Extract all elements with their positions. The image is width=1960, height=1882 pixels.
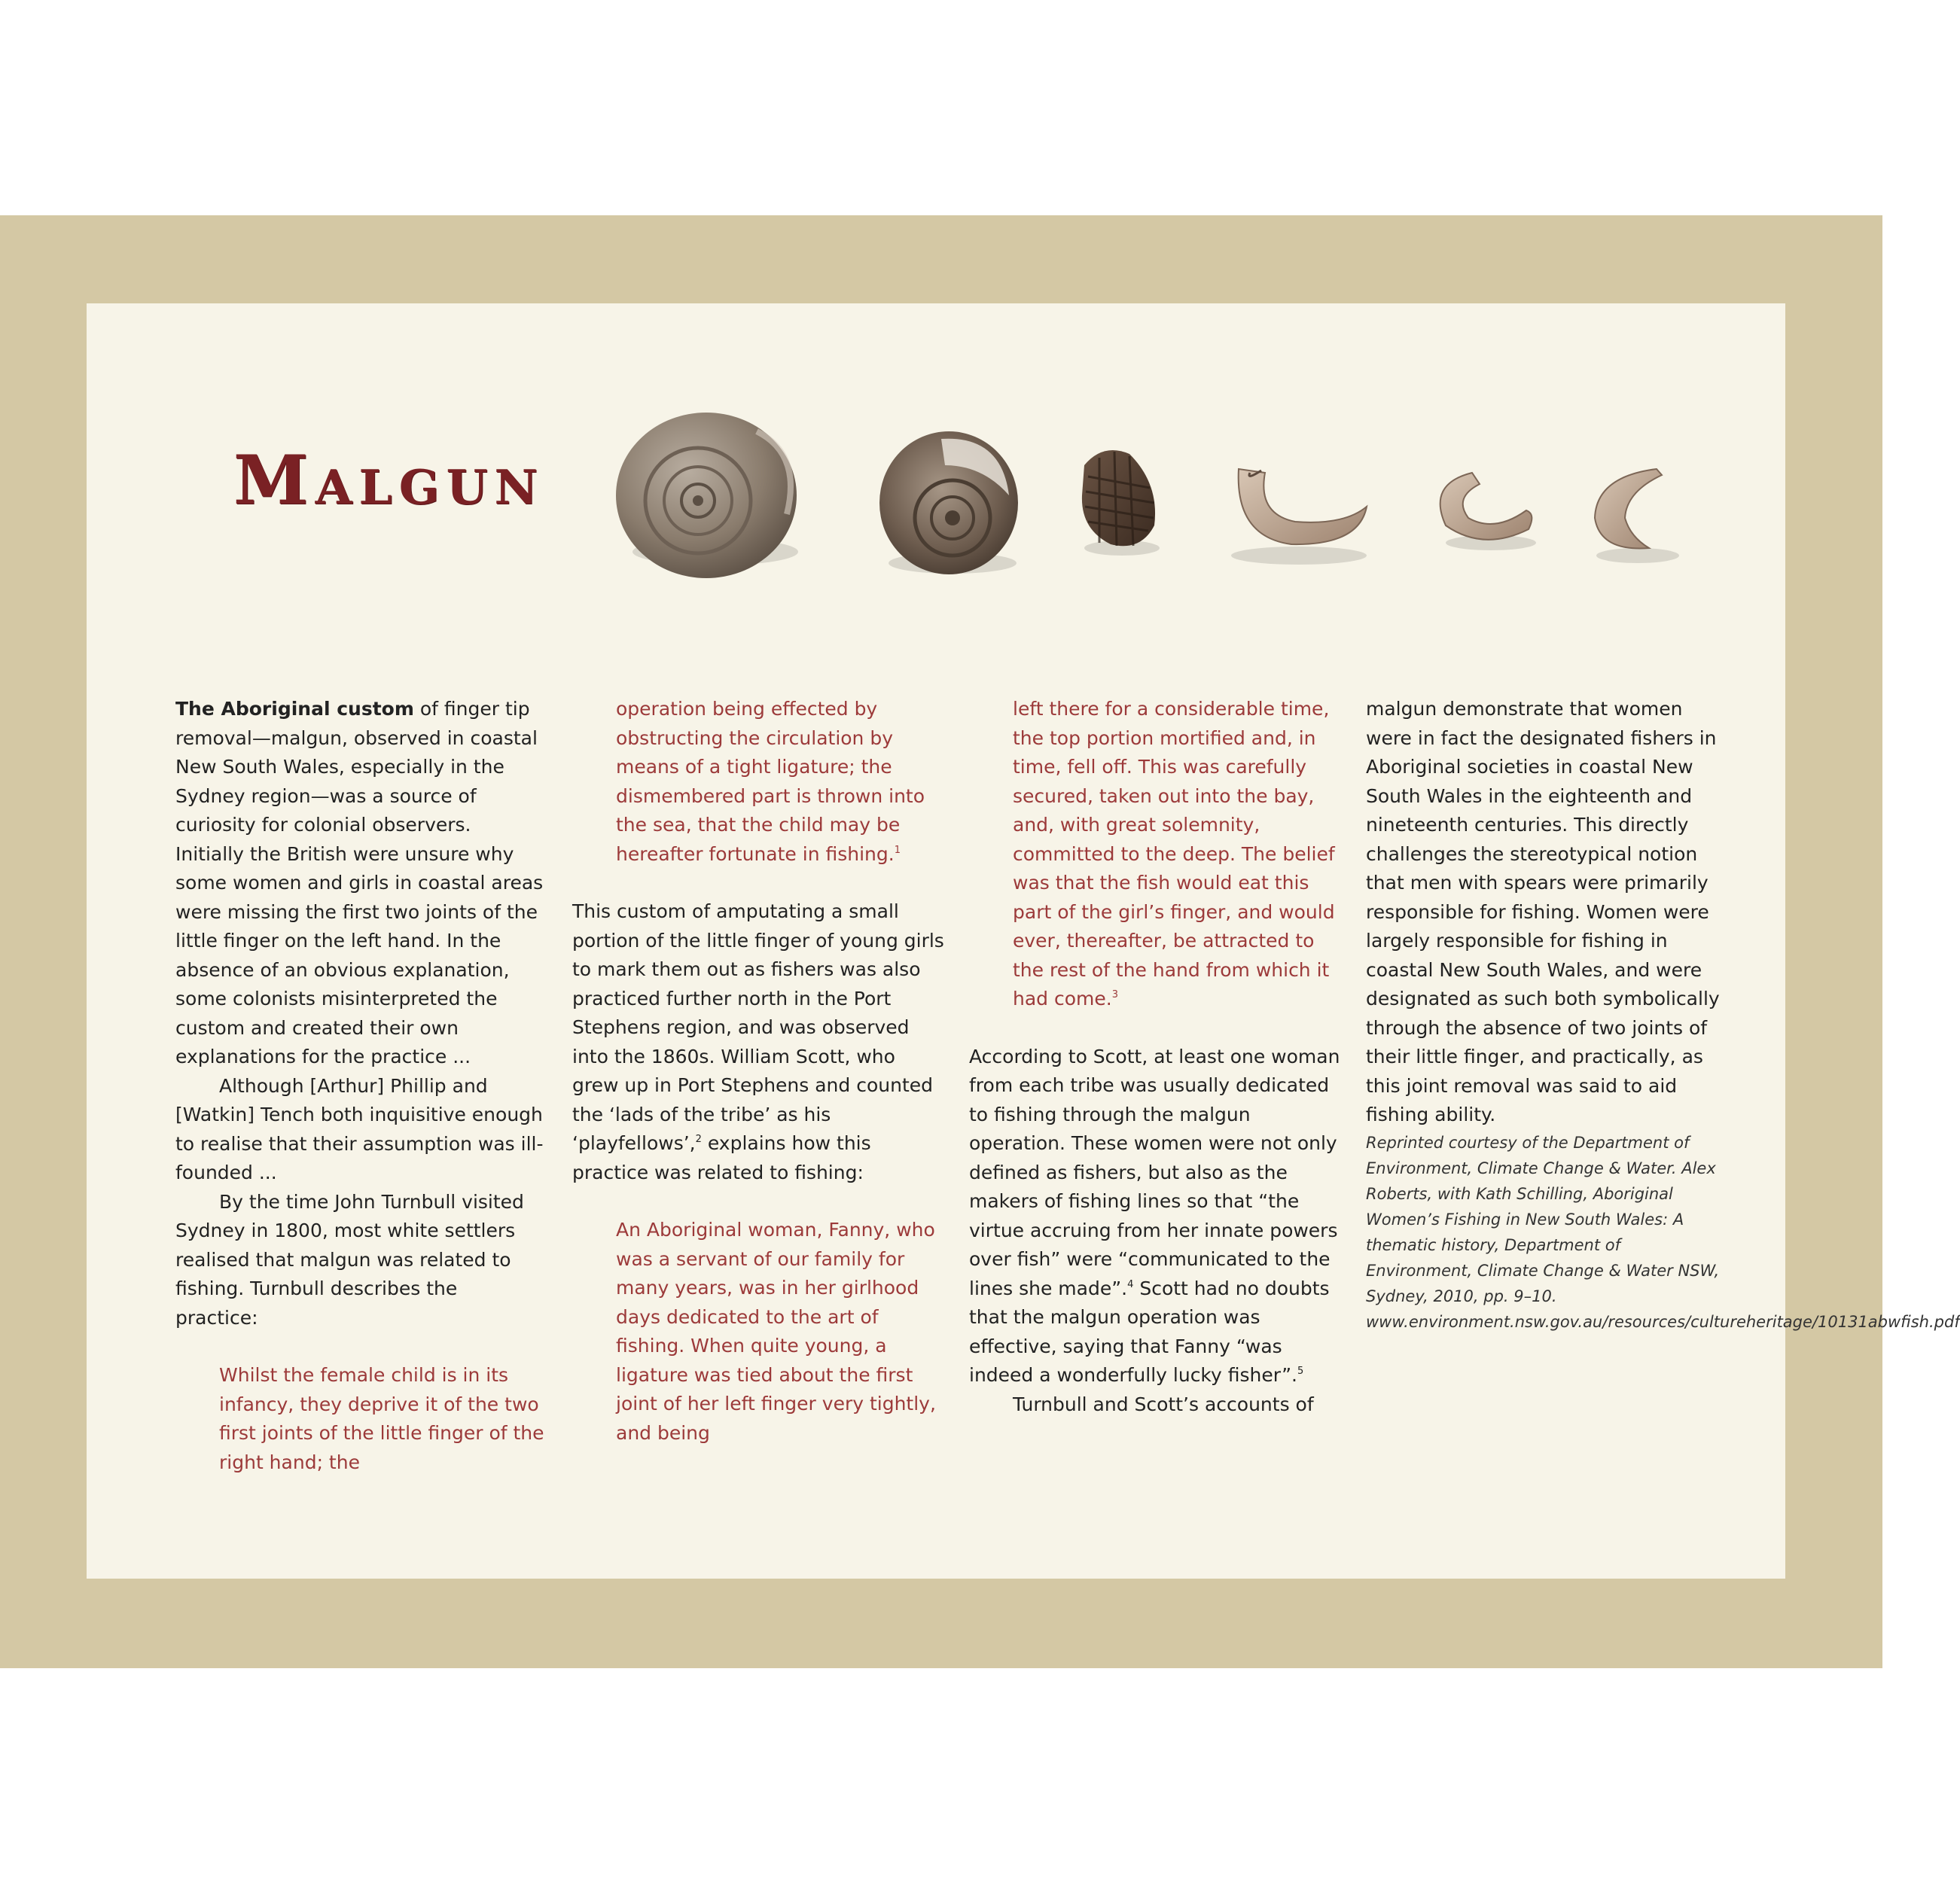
paragraph: Turnbull and Scott’s accounts of bbox=[1013, 1393, 1314, 1415]
shell-fish-hook-medium-icon bbox=[1440, 473, 1536, 550]
intro-text: of finger tip removal—malgun, observed in coastal New South Wales, especially in the Sydney region—was a source of curiosity for colonial observers. Initially the British were unsure why some women and girls in coastal areas were missing the first two joints of the little finger on the left hand. In the absence of an obvious explanation, some colonists misinterpreted the custom and created their own explanations for the practice ... bbox=[175, 698, 544, 1067]
text-column-3 bbox=[969, 695, 1342, 1419]
page-title: Malgun bbox=[233, 440, 545, 520]
paragraph: Although [Arthur] Phillip and [Watkin] Tench both inquisitive enough to realise that their assumption was ill-founded ... bbox=[175, 1074, 544, 1183]
quote-turnbull: Whilst the female child is in its infancy, they deprive it of the two first joints of the little finger of the right hand; the bbox=[219, 1364, 544, 1473]
paragraph: This custom of amputating a small portion of the little finger of young girls to mark them out as fishers was also practiced further north in the Port Stephens region, and was observed into the 1860s. William Scott, who grew up in Port Stephens and counted the ‘lads of the tribe’ as his ‘playfellows’,$^2$ explains how this practice was related to fishing: bbox=[572, 900, 944, 1183]
shell-fish-hook-large-icon bbox=[1231, 469, 1367, 565]
woven-shell-fragment-icon bbox=[1082, 450, 1160, 556]
footnote-marker: 5 bbox=[1297, 1366, 1304, 1377]
quote-turnbull-continued: operation being effected by obstructing the circulation by means of a tight ligature; the dismembered part is thrown into the sea, that the child may be hereafter fortunate in fishing.$^1$ bbox=[616, 698, 925, 865]
intro-paragraph bbox=[175, 695, 544, 1072]
quote-scott: An Aboriginal woman, Fanny, who was a servant of our family for many years, was in her girlhood days dedicated to the art of fishing. When quite young, a ligature was tied about the first joint of her left finger very tightly, and being bbox=[616, 1219, 936, 1444]
paragraph: By the time John Turnbull visited Sydney in 1800, most white settlers realised that malgun was related to fishing. Turnbull describes the practice: bbox=[175, 1190, 524, 1329]
footnote-marker: 4 bbox=[1127, 1278, 1134, 1290]
reprint-credit: Reprinted courtesy of the Department of Environment, Climate Change & Water. Alex Roberts, with Kath Schilling, Aboriginal Women’s Fishing in New South Wales: A thematic history, Department of Environment, Climate Change & Water NSW, Sydney, 2010, pp. 9–10. www.environment.nsw.gov.au/resources/cultureheritage/10131abwfish.pdf bbox=[1366, 1133, 1960, 1331]
quote-scott-continued: left there for a considerable time, the top portion mortified and, in time, fell off. This was carefully secured, taken out into the bay, and, with great solemnity, committed to the deep. The belief was that the fish would eat this part of the girl’s finger, and would ever, thereafter, be attracted to the rest of the hand from which it had come.$^3$ bbox=[1013, 698, 1335, 1010]
text-column-1 bbox=[175, 695, 544, 1477]
shell-artefacts-row bbox=[87, 303, 1785, 604]
footnote-marker: 2 bbox=[695, 1134, 702, 1145]
footnote-marker: 1 bbox=[894, 844, 901, 856]
turban-shell-dark-icon bbox=[879, 431, 1018, 574]
turban-shell-large-icon bbox=[616, 413, 798, 578]
paragraph: malgun demonstrate that women were in fact the designated fishers in Aboriginal societies in coastal New South Wales in the eighteenth and nineteenth centuries. This directly challenges the stereotypical notion that men with spears were primarily responsible for fishing. Women were largely responsible for fishing in coastal New South Wales, and were designated as such both symbolically through the absence of two joints of their little finger, and practically, as this joint removal was said to aid fishing ability. bbox=[1366, 698, 1720, 1125]
footnote-marker: 3 bbox=[1111, 989, 1118, 1000]
text-column-2 bbox=[572, 695, 945, 1448]
paragraph: According to Scott, at least one woman from each tribe was usually dedicated to fishing through the malgun operation. These women were not only defined as fishers, but also as the makers of fishing lines so that “the virtue accruing from her innate powers over fish” were “communicated to the lines she made”.$^4$ Scott had no doubts that the malgun operation was effective, saying that Fanny “was indeed a wonderfully lucky fisher”.$^5$ bbox=[969, 1045, 1340, 1386]
lead-phrase: The Aboriginal custom bbox=[175, 698, 414, 720]
shell-fish-hook-small-icon bbox=[1595, 469, 1679, 563]
text-column-4 bbox=[1366, 695, 1960, 1335]
content-panel bbox=[87, 303, 1960, 1579]
